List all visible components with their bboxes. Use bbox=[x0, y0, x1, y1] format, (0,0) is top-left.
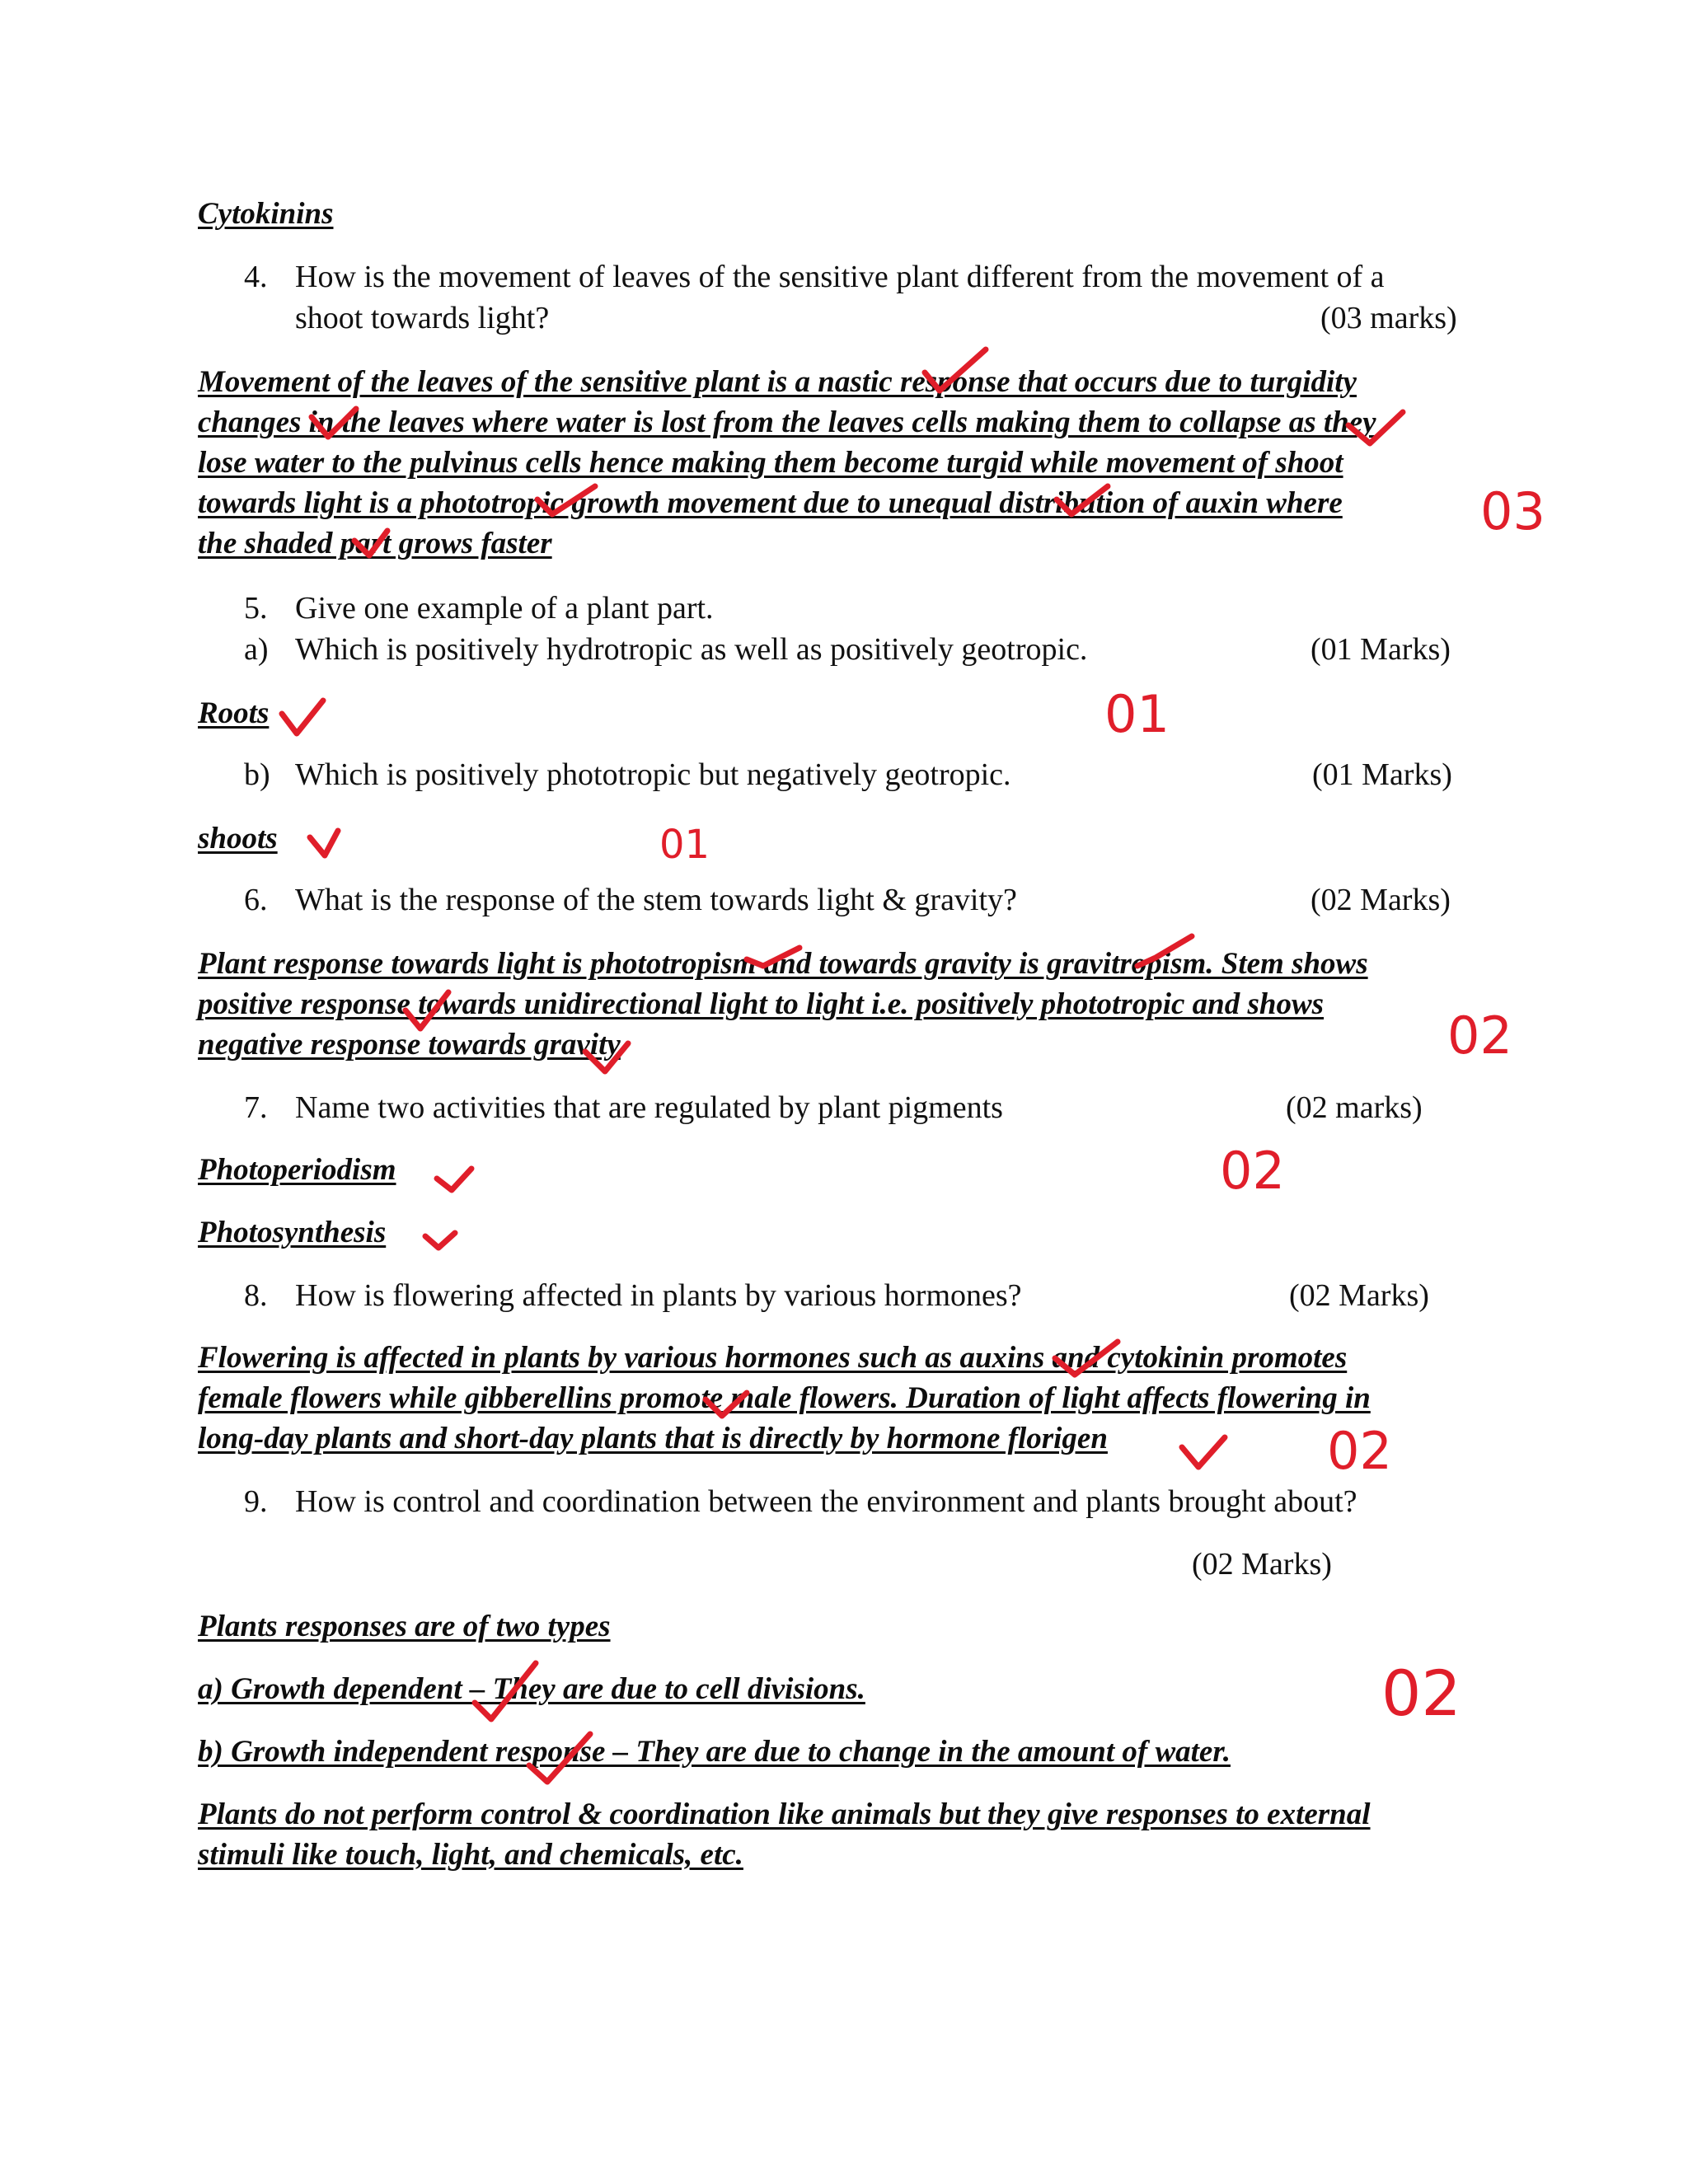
answer-7-item-1: Photoperiodism bbox=[198, 1153, 396, 1187]
question-8-marks: (02 Marks) bbox=[1289, 1278, 1429, 1313]
score-q8: 02 bbox=[1327, 1421, 1392, 1481]
question-9-number: 9. bbox=[244, 1484, 268, 1519]
question-6-text: What is the response of the stem towards light & gravity? bbox=[295, 883, 1017, 917]
question-5a-text: Which is positively hydrotropic as well as positively geotropic. bbox=[295, 632, 1088, 667]
question-4-marks: (03 marks) bbox=[1320, 301, 1457, 335]
answer-9-line-3: b) Growth independent response – They are due to change in the amount of water. bbox=[198, 1735, 1231, 1769]
answer-5a: Roots bbox=[198, 696, 270, 730]
question-5a-marks: (01 Marks) bbox=[1311, 632, 1451, 667]
answer-4-line-5: the shaded part grows faster bbox=[198, 527, 552, 560]
question-7-text: Name two activities that are regulated by plant pigments bbox=[295, 1090, 1003, 1125]
answer-8-line-3: long-day plants and short-day plants that is directly by hormone florigen bbox=[198, 1422, 1108, 1455]
question-5-number: 5. bbox=[244, 591, 268, 626]
question-4-text-line-2: shoot towards light? bbox=[295, 301, 550, 335]
answer-5b: shoots bbox=[198, 822, 278, 855]
question-6-marks: (02 Marks) bbox=[1311, 883, 1451, 917]
score-q7: 02 bbox=[1220, 1141, 1285, 1201]
question-5a-label: a) bbox=[244, 632, 269, 667]
answer-9-line-2: a) Growth dependent – They are due to cell divisions. bbox=[198, 1672, 865, 1706]
answer-4-line-2: changes in the leaves where water is lost from the leaves cells making them to collapse as they bbox=[198, 405, 1376, 439]
tick-mark-q8-3 bbox=[1182, 1437, 1225, 1467]
answer-4-line-1: Movement of the leaves of the sensitive plant is a nastic response that occurs due to turgidity bbox=[198, 365, 1357, 399]
answer-4-line-3: lose water to the pulvinus cells hence making them become turgid while movement of shoot bbox=[198, 446, 1343, 480]
question-8-number: 8. bbox=[244, 1278, 268, 1313]
answer-7-item-2: Photosynthesis bbox=[198, 1216, 387, 1249]
question-6-number: 6. bbox=[244, 883, 268, 917]
question-5b-marks: (01 Marks) bbox=[1312, 757, 1452, 792]
score-q5b: 01 bbox=[659, 822, 710, 868]
question-7-marks: (02 marks) bbox=[1286, 1090, 1423, 1125]
answer-9-line-1: Plants responses are of two types bbox=[198, 1610, 611, 1643]
tick-mark-q7-1 bbox=[437, 1169, 471, 1190]
question-8-text: How is flowering affected in plants by various hormones? bbox=[295, 1278, 1022, 1313]
question-4-number: 4. bbox=[244, 260, 268, 294]
question-5-text: Give one example of a plant part. bbox=[295, 591, 714, 626]
question-7-number: 7. bbox=[244, 1090, 268, 1125]
question-5b-text: Which is positively phototropic but negatively geotropic. bbox=[295, 757, 1011, 792]
score-q5a: 01 bbox=[1104, 684, 1170, 744]
answer-8-line-1: Flowering is affected in plants by various hormones such as auxins and cytokinin promotes bbox=[198, 1341, 1348, 1375]
tick-mark-q5b bbox=[310, 831, 338, 855]
answer-6-line-3: negative response towards gravity bbox=[198, 1028, 621, 1062]
question-4-text-line-1: How is the movement of leaves of the sensitive plant different from the movement of a bbox=[295, 260, 1385, 294]
score-q4: 03 bbox=[1480, 481, 1545, 541]
score-q9: 02 bbox=[1381, 1657, 1461, 1730]
answer-6-line-1: Plant response towards light is phototropism and towards gravity is gravitropism. Stem shows bbox=[198, 947, 1368, 981]
score-q6: 02 bbox=[1447, 1005, 1512, 1066]
question-9-marks: (02 Marks) bbox=[1192, 1547, 1332, 1582]
tick-mark-q5a bbox=[282, 701, 323, 733]
answer-9-line-5: stimuli like touch, light, and chemicals, etc. bbox=[198, 1838, 743, 1872]
question-5b-label: b) bbox=[244, 757, 270, 792]
answer-9-line-4: Plants do not perform control & coordination like animals but they give responses to external bbox=[198, 1797, 1371, 1831]
tick-mark-q7-2 bbox=[425, 1233, 455, 1248]
answer-6-line-2: positive response towards unidirectional light to light i.e. positively phototropic and shows bbox=[198, 987, 1325, 1021]
answer-4-line-4: towards light is a phototropic growth movement due to unequal distribution of auxin where bbox=[198, 486, 1343, 520]
answer-8-line-2: female flowers while gibberellins promote male flowers. Duration of light affects flowering in bbox=[198, 1381, 1371, 1415]
section-heading: Cytokinins bbox=[198, 197, 334, 231]
question-9-text: How is control and coordination between the environment and plants brought about? bbox=[295, 1484, 1357, 1519]
